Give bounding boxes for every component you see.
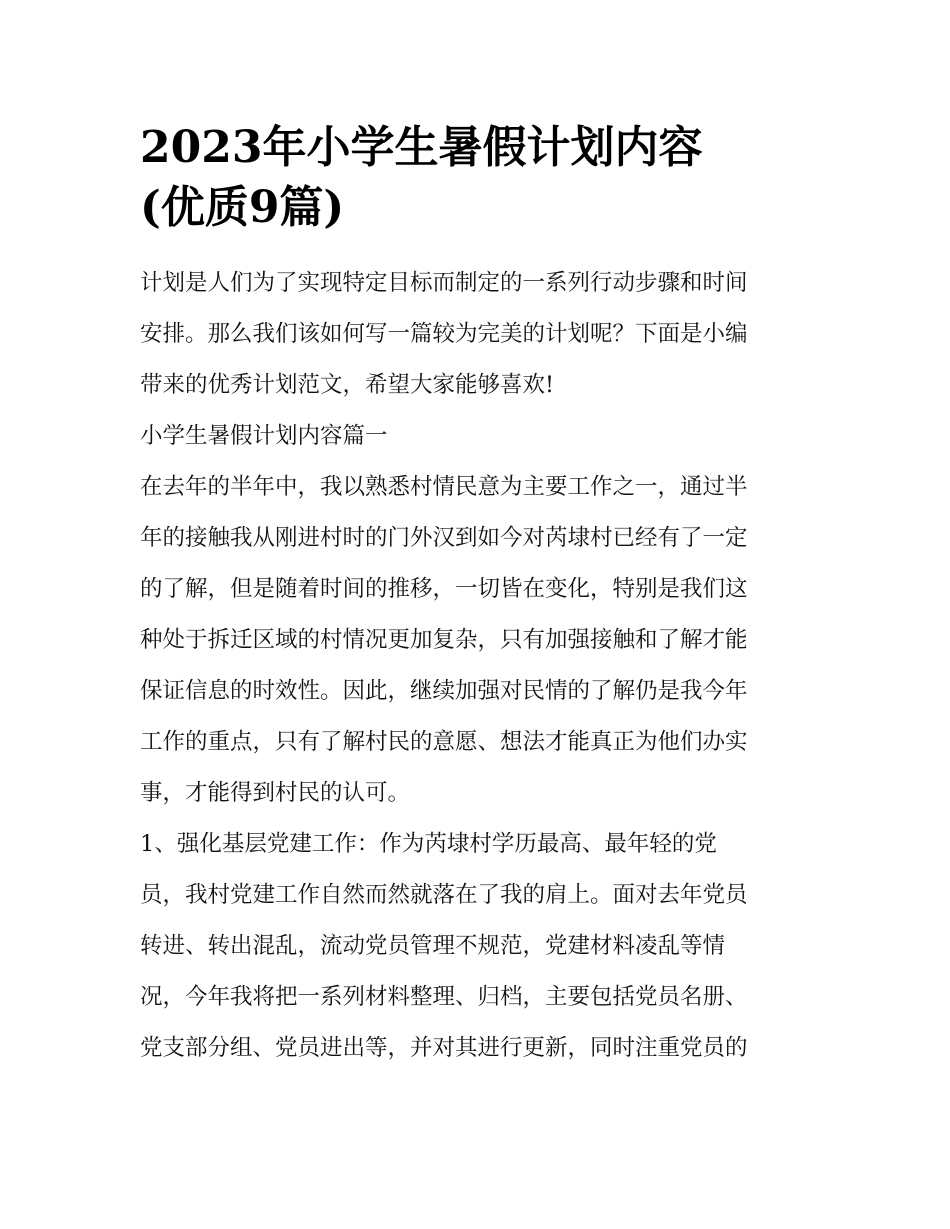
body-line: 年的接触我从刚进村时的门外汉到如今对芮埭村已经有了一定 [140,525,748,551]
body-line: 保证信息的时效性。因此，继续加强对民情的了解仍是我今年 [140,678,748,704]
document-title [140,118,820,238]
item-line: 党支部分组、党员进出等，并对其进行更新，同时注重党员的 [140,1035,748,1061]
intro-line: 计划是人们为了实现特定目标而制定的一系列行动步骤和时间 [140,270,748,296]
title-line: 2023年小学生暑假计划内容 [140,122,703,173]
intro-line: 带来的优秀计划范文，希望大家能够喜欢! [140,372,555,398]
body-line: 事，才能得到村民的认可。 [140,780,411,806]
body-line: 种处于拆迁区域的村情况更加复杂，只有加强接触和了解才能 [140,627,748,653]
item-line: 员，我村党建工作自然而然就落在了我的肩上。面对去年党员 [140,882,748,908]
title-line: (优质9篇) [140,182,345,233]
item-line: 况，今年我将把一系列材料整理、归档，主要包括党员名册、 [140,984,748,1010]
body-line: 的了解，但是随着时间的推移，一切皆在变化，特别是我们这 [140,576,748,602]
item-line: 1、强化基层党建工作：作为芮埭村学历最高、最年轻的党 [140,831,717,857]
document-content [140,118,820,1074]
list-item-paragraph [140,819,820,1074]
body-line: 在去年的半年中，我以熟悉村情民意为主要工作之一，通过半 [140,474,748,500]
body-line: 工作的重点，只有了解村民的意愿、想法才能真正为他们办实 [140,729,748,755]
intro-paragraph [140,258,820,411]
item-line: 转进、转出混乱，流动党员管理不规范，党建材料凌乱等情 [140,933,726,959]
intro-line: 安排。那么我们该如何写一篇较为完美的计划呢？下面是小编 [140,321,748,347]
section-heading: 小学生暑假计划内容篇一 [140,423,388,449]
body-paragraph [140,462,820,819]
